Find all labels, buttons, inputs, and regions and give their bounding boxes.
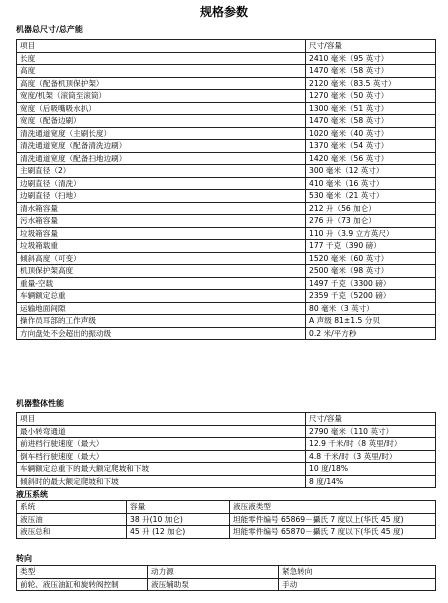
table-row xyxy=(17,302,436,315)
table-row xyxy=(17,315,436,328)
table-cell: 1020 毫米（40 英寸） xyxy=(306,127,436,140)
page-title: 规格参数 xyxy=(199,5,248,19)
table-cell: 最小转弯通道 xyxy=(17,425,306,438)
column-header: 类型 xyxy=(17,566,148,579)
table-cell: 边刷直径（扫地） xyxy=(17,190,306,203)
table-row xyxy=(17,277,436,290)
column-header: 动力源 xyxy=(148,566,279,579)
table-cell: 12.9 千米/时（8 英里/时） xyxy=(306,438,436,451)
table-cell: 1370 毫米（54 英寸） xyxy=(306,140,436,153)
table-cell: 1470 毫米（58 英寸） xyxy=(306,65,436,78)
table-cell: 清洗通道宽度（配备扫地边刷） xyxy=(17,152,306,165)
hydraulic-table xyxy=(16,500,436,539)
table-row xyxy=(17,127,436,140)
table-row xyxy=(17,77,436,90)
column-header: 项目 xyxy=(17,413,306,426)
table-row xyxy=(17,240,436,253)
table-row xyxy=(17,115,436,128)
table-cell: 110 升（3.9 立方英尺） xyxy=(306,227,436,240)
table-cell: 手动 xyxy=(279,578,436,591)
table-cell: 宽度（配备边刷） xyxy=(17,115,306,128)
table-row xyxy=(17,177,436,190)
table-cell: 1497 千克（3300 磅） xyxy=(306,277,436,290)
table-row xyxy=(17,152,436,165)
table-row xyxy=(17,327,436,340)
section-heading-steering: 转向 xyxy=(16,554,32,563)
table-cell: 倾斜时的最大额定爬坡和下坡 xyxy=(17,475,306,488)
table-header-row xyxy=(17,566,436,579)
table-cell: 液压辅助泵 xyxy=(148,578,279,591)
table-row xyxy=(17,290,436,303)
table-cell: 坦能零件编号 65869－攝氏 7 度以上(华氏 45 度) xyxy=(230,513,436,526)
section-heading-performance: 机器整体性能 xyxy=(16,399,64,408)
table-cell: 倒车档行驶速度（最大） xyxy=(17,450,306,463)
table-row xyxy=(17,52,436,65)
performance-table xyxy=(16,412,436,488)
table-cell: 方向盘处不会超出的振动级 xyxy=(17,327,306,340)
table-cell: 2500 毫米（98 英寸） xyxy=(306,265,436,278)
table-row xyxy=(17,165,436,178)
table-row xyxy=(17,475,436,488)
table-cell: 0.2 米/平方秒 xyxy=(306,327,436,340)
table-cell: 液压总和 xyxy=(17,526,127,539)
table-cell: 操作员耳部的工作声级 xyxy=(17,315,306,328)
table-row xyxy=(17,65,436,78)
table-row xyxy=(17,102,436,115)
table-cell: 液压油 xyxy=(17,513,127,526)
table-row xyxy=(17,438,436,451)
table-cell: 宽度/机架（滚筒至滚筒） xyxy=(17,90,306,103)
table-cell: 2790 毫米（110 英寸） xyxy=(306,425,436,438)
table-cell: 垃圾箱容量 xyxy=(17,227,306,240)
table-cell: 机顶保护架高度 xyxy=(17,265,306,278)
section-heading-hydraulic: 液压系统 xyxy=(16,490,48,499)
table-cell: 高度（配备机顶保护架） xyxy=(17,77,306,90)
table-cell: 车辆额定总重下的最大额定爬坡和下坡 xyxy=(17,463,306,476)
table-row xyxy=(17,202,436,215)
column-header: 尺寸/容量 xyxy=(306,413,436,426)
column-header: 紧急转向 xyxy=(279,566,436,579)
table-cell: 运输地面间隙 xyxy=(17,302,306,315)
table-cell: A 声级 81±1.5 分贝 xyxy=(306,315,436,328)
table-cell: 10 度/18% xyxy=(306,463,436,476)
dimensions-table xyxy=(16,39,436,340)
section-heading-dimensions: 机器总尺寸/总产能 xyxy=(16,25,83,34)
table-cell: 410 毫米（16 英寸） xyxy=(306,177,436,190)
table-row xyxy=(17,425,436,438)
table-cell: 高度 xyxy=(17,65,306,78)
table-cell: 污水箱容量 xyxy=(17,215,306,228)
table-cell: 长度 xyxy=(17,52,306,65)
table-cell: 2359 千克（5200 磅） xyxy=(306,290,436,303)
table-cell: 主刷直径（2） xyxy=(17,165,306,178)
table-header-row xyxy=(17,40,436,53)
table-cell: 重量-空载 xyxy=(17,277,306,290)
table-row xyxy=(17,513,436,526)
table-header-row xyxy=(17,413,436,426)
table-cell: 前进档行驶速度（最大） xyxy=(17,438,306,451)
table-cell: 276 升（73 加仑） xyxy=(306,215,436,228)
column-header: 项目 xyxy=(17,40,306,53)
table-cell: 2410 毫米（95 英寸） xyxy=(306,52,436,65)
table-row xyxy=(17,265,436,278)
table-cell: 1420 毫米（56 英寸） xyxy=(306,152,436,165)
table-cell: 177 千克（390 磅） xyxy=(306,240,436,253)
table-cell: 38 升(10 加仑) xyxy=(127,513,230,526)
table-cell: 清洗通道宽度（配备清洗边刷） xyxy=(17,140,306,153)
table-row xyxy=(17,463,436,476)
steering-table xyxy=(16,565,436,591)
table-cell: 80 毫米（3 英寸） xyxy=(306,302,436,315)
table-cell: 2120 毫米（83.5 英寸） xyxy=(306,77,436,90)
table-cell: 1300 毫米（51 英寸） xyxy=(306,102,436,115)
column-header: 容量 xyxy=(127,501,230,514)
table-cell: 1520 毫米（60 英寸） xyxy=(306,252,436,265)
table-cell: 清水箱容量 xyxy=(17,202,306,215)
table-row xyxy=(17,140,436,153)
table-cell: 4.8 千米/时（3 英里/时） xyxy=(306,450,436,463)
table-cell: 300 毫米（12 英寸） xyxy=(306,165,436,178)
column-header: 液压液类型 xyxy=(230,501,436,514)
table-row xyxy=(17,90,436,103)
table-row xyxy=(17,526,436,539)
table-cell: 1470 毫米（58 英寸） xyxy=(306,115,436,128)
table-cell: 坦能零件编号 65870－攝氏 7 度以下(华氏 45 度) xyxy=(230,526,436,539)
table-cell: 1270 毫米（50 英寸） xyxy=(306,90,436,103)
table-header-row xyxy=(17,501,436,514)
table-cell: 212 升（56 加仑） xyxy=(306,202,436,215)
table-cell: 倾斜高度（可变） xyxy=(17,252,306,265)
table-row xyxy=(17,450,436,463)
column-header: 系统 xyxy=(17,501,127,514)
table-cell: 边刷直径（清洗） xyxy=(17,177,306,190)
column-header: 尺寸/容量 xyxy=(306,40,436,53)
table-row xyxy=(17,578,436,591)
table-cell: 车辆额定总重 xyxy=(17,290,306,303)
table-cell: 前轮、液压油缸和旋转阀控制 xyxy=(17,578,148,591)
table-row xyxy=(17,190,436,203)
table-row xyxy=(17,227,436,240)
table-cell: 清洗通道宽度（主刷长度） xyxy=(17,127,306,140)
table-row xyxy=(17,215,436,228)
table-cell: 宽度（后吸嘴吸水扒） xyxy=(17,102,306,115)
table-cell: 8 度/14% xyxy=(306,475,436,488)
table-cell: 530 毫米（21 英寸） xyxy=(306,190,436,203)
table-row xyxy=(17,252,436,265)
table-cell: 45 升 (12 加仑) xyxy=(127,526,230,539)
table-cell: 垃圾箱载重 xyxy=(17,240,306,253)
